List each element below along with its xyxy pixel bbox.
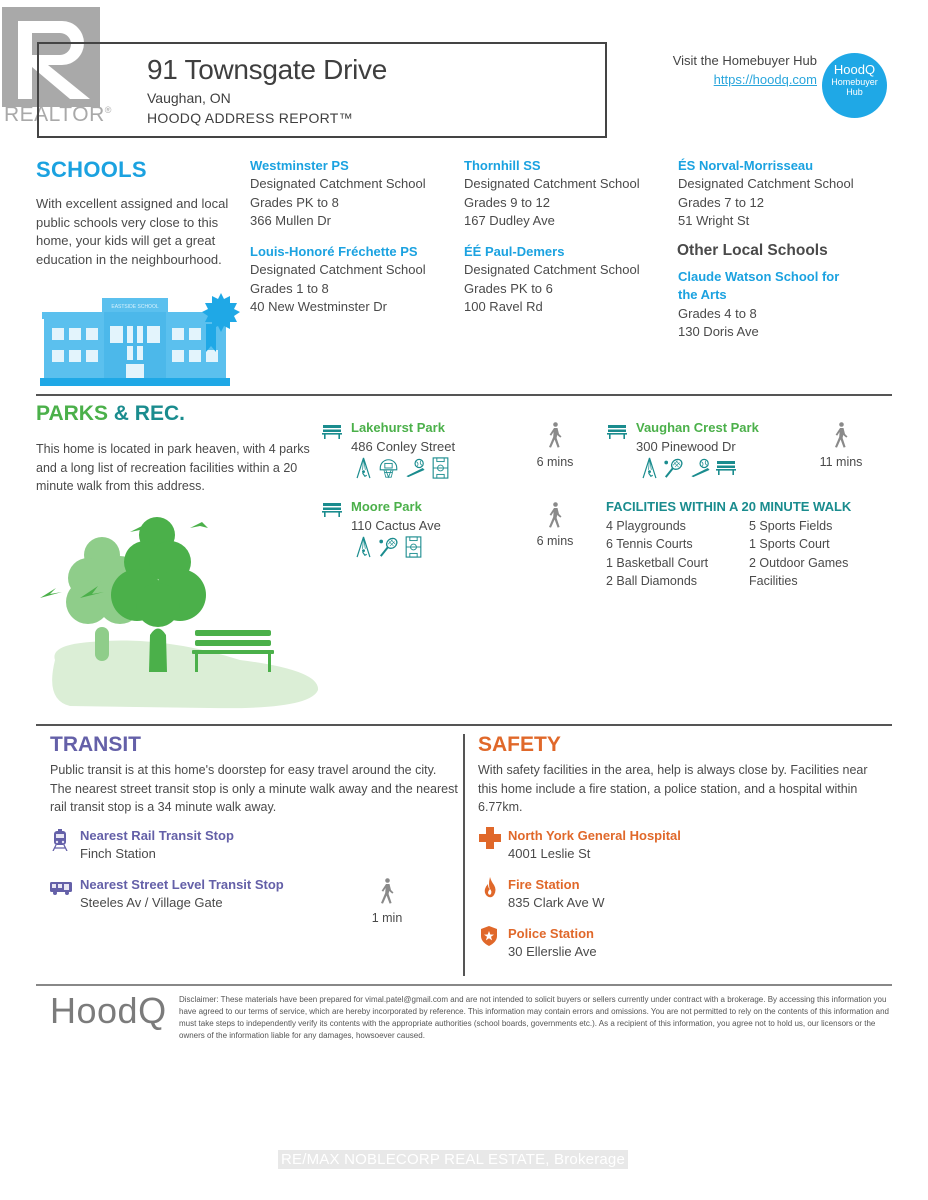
report-label: HOODQ ADDRESS REPORT™ xyxy=(147,110,353,126)
bench-icon xyxy=(607,425,627,439)
section-divider xyxy=(36,984,892,986)
street-transit-label: Nearest Street Level Transit Stop xyxy=(80,877,284,892)
homebuyer-hub-badge[interactable] xyxy=(822,53,887,118)
homebuyer-hub-link[interactable]: https://hoodq.com xyxy=(713,72,817,87)
bench-icon xyxy=(322,425,342,439)
walking-person-icon xyxy=(833,422,849,448)
hub-badge-line2: Hub xyxy=(846,87,863,97)
hospital-cross-icon xyxy=(479,827,501,849)
school-item[interactable] xyxy=(464,243,674,316)
safety-facility-address: 30 Ellerslie Ave xyxy=(508,944,597,959)
schools-section-title: SCHOOLS xyxy=(36,157,147,182)
parks-title-part2: & REC. xyxy=(113,402,185,425)
park-illustration xyxy=(10,510,330,710)
basketball-icon xyxy=(378,457,399,479)
section-divider xyxy=(36,724,892,726)
parks-section-title xyxy=(36,402,185,426)
school-grades: Grades PK to 6 xyxy=(464,280,553,296)
safety-section-title: SAFETY xyxy=(478,733,561,756)
school-grades: Grades 4 to 8 xyxy=(678,305,757,321)
walk-time: 1 min xyxy=(371,911,403,925)
column-divider xyxy=(463,734,465,976)
facilities-column-1 xyxy=(606,517,708,590)
walking-person-icon xyxy=(547,422,563,448)
facility-item: 6 Tennis Courts xyxy=(606,537,693,552)
park-name[interactable]: Moore Park xyxy=(351,499,422,514)
other-local-schools-heading: Other Local Schools xyxy=(677,242,828,259)
facility-item: 2 Outdoor Games xyxy=(749,555,849,570)
baseball-icon xyxy=(689,458,712,478)
park-name[interactable]: Lakehurst Park xyxy=(351,420,445,435)
school-name[interactable]: ÉÉ Paul-Demers xyxy=(464,244,565,259)
brokerage-watermark: RE/MAX NOBLECORP REAL ESTATE, Brokerage xyxy=(278,1150,628,1169)
park-name[interactable]: Vaughan Crest Park xyxy=(636,420,759,435)
sports-field-icon xyxy=(405,536,422,558)
school-grades: Grades 1 to 8 xyxy=(250,280,329,296)
safety-facility-name[interactable]: Fire Station xyxy=(508,877,580,892)
school-name[interactable]: Louis-Honoré Fréchette PS xyxy=(250,244,418,259)
school-item[interactable] xyxy=(678,268,888,341)
police-shield-icon xyxy=(481,926,497,946)
school-item[interactable] xyxy=(250,243,460,316)
walk-time: 6 mins xyxy=(536,534,574,548)
school-type: Designated Catchment School xyxy=(464,176,640,192)
school-address: 40 New Westminster Dr xyxy=(250,298,388,314)
safety-facility-name[interactable]: Police Station xyxy=(508,926,594,941)
school-address: 167 Dudley Ave xyxy=(464,212,555,228)
facility-item: 4 Playgrounds xyxy=(606,519,686,533)
school-name[interactable]: ÉS Norval-Morrisseau xyxy=(678,158,814,173)
safety-facility-address: 4001 Leslie St xyxy=(508,846,591,861)
school-grades: Grades PK to 8 xyxy=(250,194,339,210)
school-address: 100 Ravel Rd xyxy=(464,298,543,314)
school-item[interactable] xyxy=(464,157,674,230)
train-icon xyxy=(52,829,68,851)
school-illustration xyxy=(40,290,245,388)
school-type: Designated Catchment School xyxy=(678,176,854,192)
safety-facility-name[interactable]: North York General Hospital xyxy=(508,828,681,843)
baseball-icon xyxy=(404,458,427,478)
walk-time: 6 mins xyxy=(536,455,574,469)
walk-time: 11 mins xyxy=(819,455,863,469)
school-name-line2[interactable]: the Arts xyxy=(678,287,727,303)
bench-icon xyxy=(322,503,342,517)
address-title: 91 Townsgate Drive xyxy=(147,54,387,85)
rail-transit-stop[interactable]: Finch Station xyxy=(80,846,156,861)
school-type: Designated Catchment School xyxy=(250,176,426,192)
safety-facility-address: 835 Clark Ave W xyxy=(508,895,605,910)
school-type: Designated Catchment School xyxy=(464,262,640,278)
schools-description: With excellent assigned and local public schools very close to this home, your kids will get a great education in the neighbourhood. xyxy=(36,196,229,267)
street-transit-stop[interactable]: Steeles Av / Village Gate xyxy=(80,895,223,910)
school-grades: Grades 9 to 12 xyxy=(464,194,550,210)
park-address: 300 Pinewood Dr xyxy=(636,439,736,454)
playground-icon xyxy=(641,457,658,479)
safety-description: With safety facilities in the area, help is always close by. Facilities near this home include a fire station, a police station, and a hospital within 6.77km. xyxy=(478,763,868,814)
hub-badge-line1: Homebuyer xyxy=(831,77,878,87)
bench-icon xyxy=(716,461,736,475)
playground-icon xyxy=(355,536,372,558)
disclaimer-text: Disclaimer: These materials have been prepared for vimal.patel@gmail.com and are not intended to solicit buyers or sellers currently under contract with a brokerage. By accessing this information you have agreed to our terms of service, which are hereby incorporated by reference. This information may contain errors and omissions. You are not permitted to rely on the contents of this information and must take steps to independently verify its contents with the appropriate authorities (school boards, governments etc.). As a recipient of this information, you agree not to hold us, our licensors or the owners of the information liable for any damages, howsoever caused. xyxy=(179,995,890,1040)
section-divider xyxy=(36,394,892,396)
park-address: 486 Conley Street xyxy=(351,439,456,454)
hub-badge-title: HoodQ xyxy=(833,62,876,77)
school-sign-text: EASTSIDE SCHOOL xyxy=(111,304,159,310)
school-address: 51 Wright St xyxy=(678,212,750,228)
realtor-wordmark: REALTOR® xyxy=(4,103,112,126)
school-address: 366 Mullen Dr xyxy=(250,212,331,228)
school-type: Designated Catchment School xyxy=(250,262,426,278)
school-name-line1[interactable]: Claude Watson School for xyxy=(678,269,840,284)
tennis-icon xyxy=(663,457,685,479)
transit-section-title: TRANSIT xyxy=(50,733,141,756)
school-name[interactable]: Thornhill SS xyxy=(464,158,541,173)
facility-item: 2 Ball Diamonds xyxy=(606,573,698,588)
facility-item: 1 Sports Court xyxy=(749,537,830,552)
facilities-column-2 xyxy=(749,517,848,590)
school-item[interactable] xyxy=(250,157,460,230)
playground-icon xyxy=(355,457,372,479)
address-city: Vaughan, ON xyxy=(147,90,231,106)
homebuyer-hub-text: Visit the Homebuyer Hub xyxy=(672,53,817,68)
rail-transit-label: Nearest Rail Transit Stop xyxy=(80,828,234,843)
walking-person-icon xyxy=(379,878,395,904)
transit-description: Public transit is at this home's doorstep for easy travel around the city. The nearest street transit stop is only a minute walk away and the nearest rail transit stop is a 34 minute walk away. xyxy=(50,763,458,814)
facility-item: 5 Sports Fields xyxy=(749,519,833,533)
parks-title-part1: PARKS xyxy=(36,402,108,425)
bus-icon xyxy=(50,881,72,895)
park-address: 110 Cactus Ave xyxy=(351,518,441,533)
fire-icon xyxy=(484,877,496,899)
school-item[interactable] xyxy=(678,157,888,230)
sports-field-icon xyxy=(432,457,449,479)
facility-item: Facilities xyxy=(749,573,798,588)
school-grades: Grades 7 to 12 xyxy=(678,194,764,210)
parks-description: This home is located in park heaven, with 4 parks and a long list of recreation facilities within a 20 minute walk from this address. xyxy=(36,442,310,493)
walking-person-icon xyxy=(547,502,563,528)
tennis-icon xyxy=(378,536,400,558)
facilities-heading: FACILITIES WITHIN A 20 MINUTE WALK xyxy=(606,499,852,514)
hoodq-logo: HoodQ xyxy=(50,990,167,1031)
facility-item: 1 Basketball Court xyxy=(606,555,709,570)
school-name[interactable]: Westminster PS xyxy=(250,158,349,173)
school-address: 130 Doris Ave xyxy=(678,323,759,339)
